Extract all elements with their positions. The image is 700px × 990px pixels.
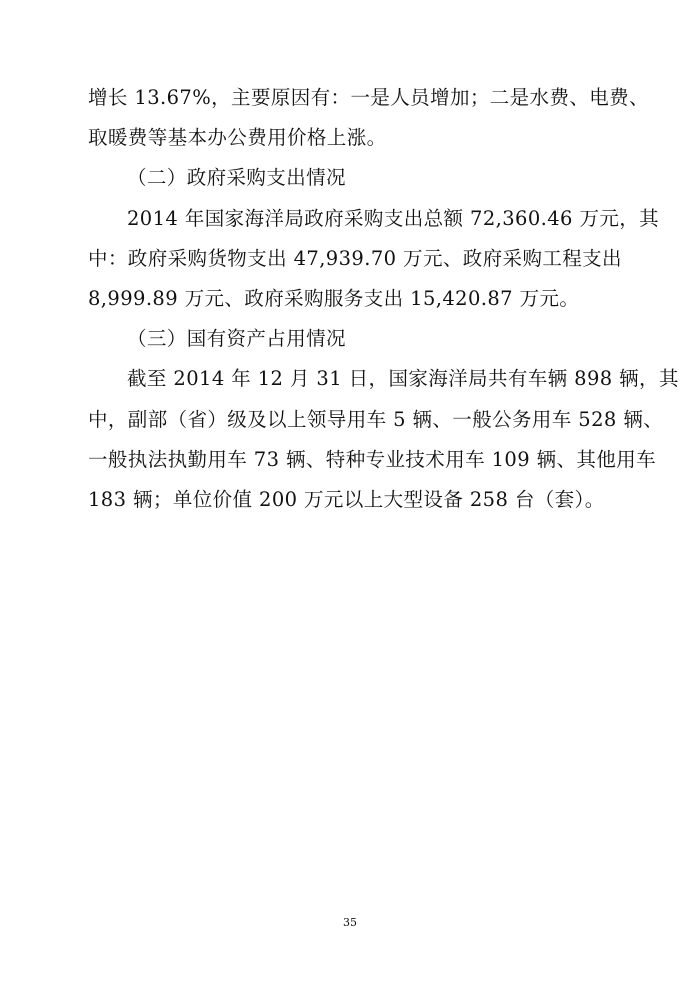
text-line-9: 中，副部（省）级及以上领导用车 5 辆、一般公务用车 528 辆、 [88, 407, 664, 431]
text-line-10: 一般执法执勤用车 73 辆、特种专业技术用车 109 辆、其他用车 [88, 447, 657, 471]
text-line-1: 增长 13.67%，主要原因有：一是人员增加；二是水费、电费、 [88, 86, 649, 109]
text-line-5: 中：政府采购货物支出 47,939.70 万元、政府采购工程支出 [88, 246, 622, 270]
section-heading-assets: （三）国有资产占用情况 [127, 327, 346, 351]
text-line-6: 8,999.89 万元、政府采购服务支出 15,420.87 万元。 [88, 286, 580, 310]
text-line-8: 截至 2014 年 12 月 31 日，国家海洋局共有车辆 898 辆，其 [127, 367, 679, 391]
text-line-11: 183 辆；单位价值 200 万元以上大型设备 258 台（套）。 [88, 487, 605, 511]
page-body [88, 78, 679, 520]
section-heading-procurement: （二）政府采购支出情况 [127, 166, 346, 190]
text-line-4: 2014 年国家海洋局政府采购支出总额 72,360.46 万元，其 [127, 206, 660, 230]
page-number: 35 [343, 916, 357, 929]
text-line-2: 取暖费等基本办公费用价格上涨。 [88, 126, 387, 150]
